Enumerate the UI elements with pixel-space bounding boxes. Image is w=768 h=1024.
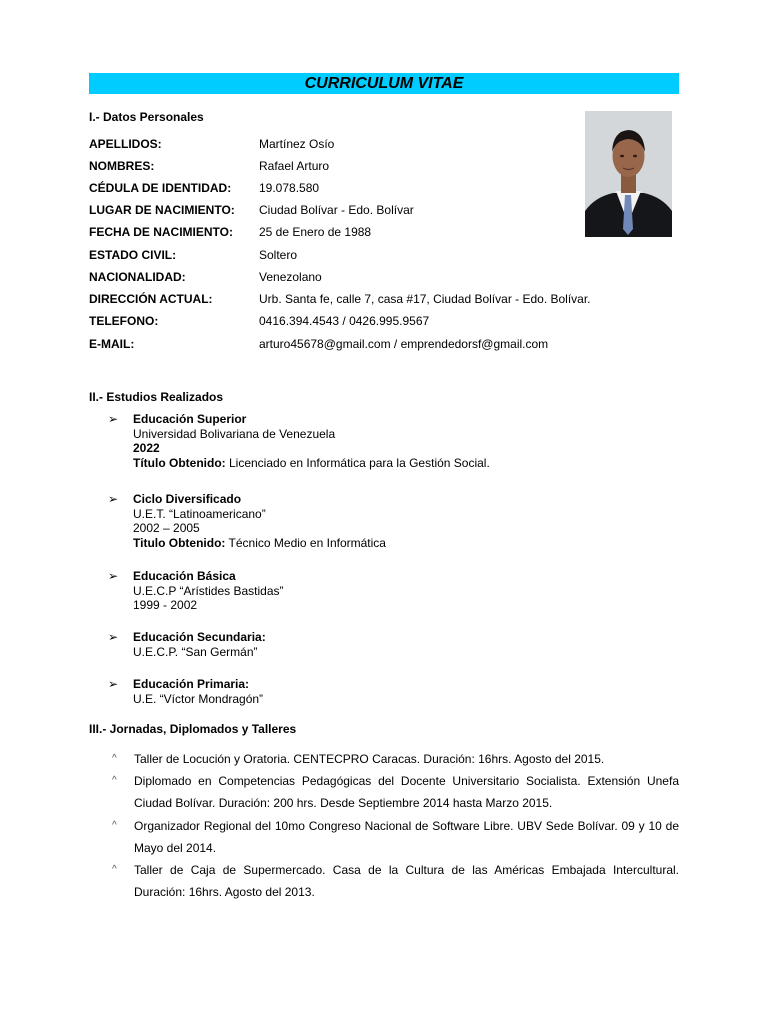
study-year: 1999 - 2002 [133, 598, 198, 612]
field-label: NACIONALIDAD: [89, 270, 186, 284]
study-level: Educación Básica [133, 569, 236, 583]
course-text: Taller de Locución y Oratoria. CENTECPRO Caracas. Duración: 16hrs. Agosto del 2015. [134, 752, 605, 766]
course-text: Taller de Caja de Supermercado. Casa de la Cultura de las Américas Embajada Intercultural. Duración: 16hrs. Agosto del 2013. [134, 863, 679, 899]
arrowhead-bullet-icon: ➢ [108, 412, 119, 426]
arrowhead-bullet-icon: ➢ [108, 492, 119, 506]
course-item [112, 815, 679, 859]
courses-heading: III.- Jornadas, Diplomados y Talleres [89, 722, 297, 736]
study-level: Educación Superior [133, 412, 247, 426]
field-value: Ciudad Bolívar - Edo. Bolívar [259, 203, 414, 217]
document-title: CURRICULUM VITAE [304, 75, 464, 92]
field-label: NOMBRES: [89, 159, 155, 173]
caret-bullet-icon: ^ [112, 820, 117, 831]
arrowhead-bullet-icon: ➢ [108, 630, 119, 644]
field-value: Martínez Osío [259, 137, 335, 151]
field-label: DIRECCIÓN ACTUAL: [89, 292, 213, 306]
field-value: 19.078.580 [259, 181, 320, 195]
field-label: LUGAR DE NACIMIENTO: [89, 203, 235, 217]
study-degree [133, 536, 386, 551]
studies-heading: II.- Estudios Realizados [89, 390, 224, 404]
degree-value: Licenciado en Informática para la Gestión Social. [225, 455, 490, 470]
degree-label: Título Obtenido: [133, 455, 226, 470]
field-label: FECHA DE NACIMIENTO: [89, 225, 233, 239]
profile-photo [585, 111, 672, 237]
course-item [112, 748, 679, 770]
study-level: Ciclo Diversificado [133, 492, 242, 506]
study-institution: U.E. “Víctor Mondragón” [133, 691, 264, 706]
study-year: 2022 [133, 441, 160, 455]
degree-value: Técnico Medio en Informática [225, 535, 386, 550]
course-text: Organizador Regional del 10mo Congreso Nacional de Software Libre. UBV Sede Bolívar. 09 y 10 de Mayo del 2014. [134, 819, 679, 855]
field-label: APELLIDOS: [89, 137, 162, 151]
field-value: arturo45678@gmail.com / emprendedorsf@gmail.com [259, 337, 549, 351]
study-degree [133, 456, 490, 471]
title-bar [89, 73, 679, 94]
field-value: Rafael Arturo [259, 159, 330, 173]
personal-data-heading: I.- Datos Personales [89, 110, 204, 124]
study-institution: U.E.C.P “Arístides Bastidas” [133, 583, 284, 598]
field-value: 25 de Enero de 1988 [259, 225, 372, 239]
field-label: ESTADO CIVIL: [89, 248, 177, 262]
degree-label: Titulo Obtenido: [133, 535, 226, 550]
field-value: 0416.394.4543 / 0426.995.9567 [259, 314, 430, 328]
course-item [112, 770, 679, 814]
caret-bullet-icon: ^ [112, 753, 117, 764]
field-value: Urb. Santa fe, calle 7, casa #17, Ciudad Bolívar - Edo. Bolívar. [259, 292, 591, 306]
field-label: TELEFONO: [89, 314, 159, 328]
study-level: Educación Primaria: [133, 677, 250, 691]
study-year: 2002 – 2005 [133, 521, 200, 535]
study-institution: Universidad Bolivariana de Venezuela [133, 426, 336, 441]
caret-bullet-icon: ^ [112, 864, 117, 875]
study-level: Educación Secundaria: [133, 630, 266, 644]
course-text: Diplomado en Competencias Pedagógicas del Docente Universitario Socialista. Extensión Unefa Ciudad Bolívar. Duración: 200 hrs. Desde Septiembre 2014 hasta Marzo 2015. [134, 774, 679, 810]
arrowhead-bullet-icon: ➢ [108, 677, 119, 691]
course-item [112, 859, 679, 903]
field-value: Soltero [259, 248, 298, 262]
caret-bullet-icon: ^ [112, 775, 117, 786]
portrait-image [585, 111, 672, 237]
field-label: E-MAIL: [89, 337, 135, 351]
arrowhead-bullet-icon: ➢ [108, 569, 119, 583]
study-institution: U.E.C.P. “San Germán” [133, 644, 258, 659]
field-label: CÉDULA DE IDENTIDAD: [89, 181, 232, 195]
study-institution: U.E.T. “Latinoamericano” [133, 506, 266, 521]
field-value: Venezolano [259, 270, 322, 284]
